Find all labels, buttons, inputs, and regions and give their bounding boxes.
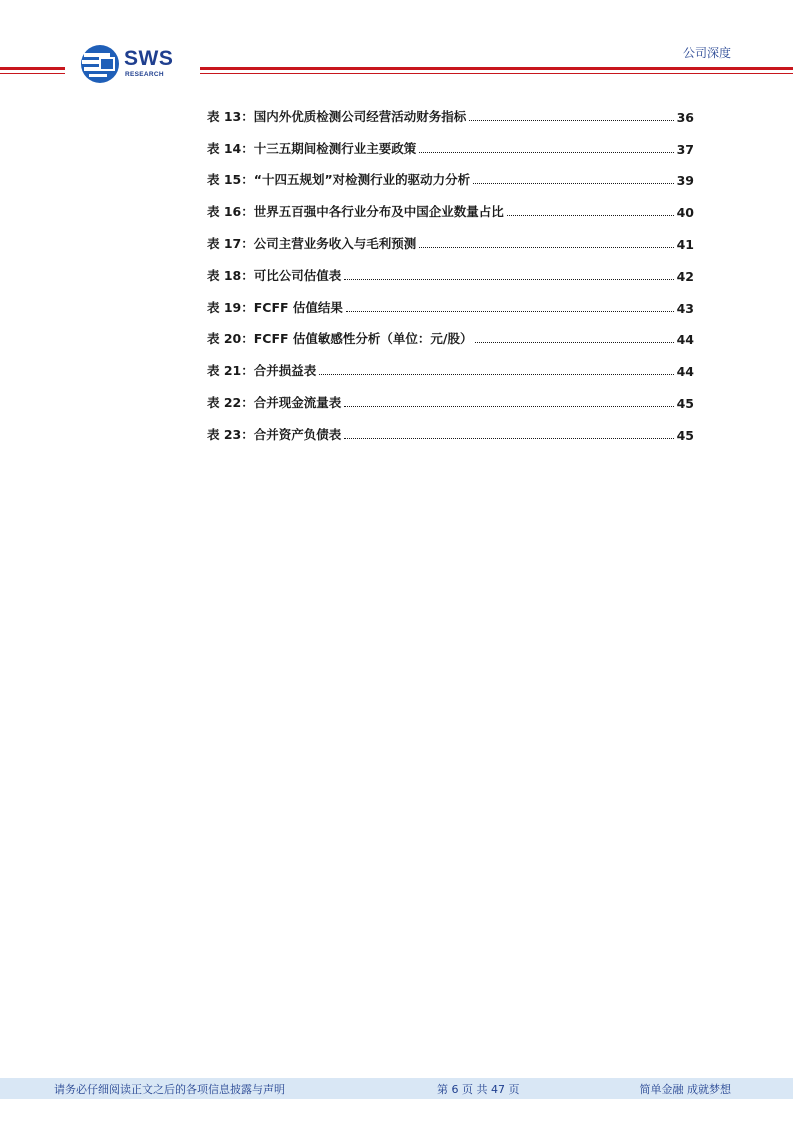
toc-entry[interactable] [207, 131, 694, 163]
toc-entry[interactable] [207, 417, 694, 449]
toc-page: 37 [676, 141, 694, 157]
header-rule-right [200, 67, 793, 70]
footer-page-info: 第 6 页 共 47 页 [437, 1083, 520, 1096]
toc-label: 表 16：世界五百强中各行业分布及中国企业数量占比 [207, 204, 504, 220]
table-of-contents [207, 99, 694, 449]
page-header [0, 0, 793, 100]
toc-page: 36 [676, 109, 694, 125]
toc-label: 表 22：合并现金流量表 [207, 394, 342, 410]
document-type: 公司深度 [682, 46, 731, 60]
toc-page: 41 [676, 236, 694, 252]
toc-entry[interactable] [207, 385, 694, 417]
toc-page: 44 [676, 364, 694, 380]
toc-label: 表 14：十三五期间检测行业主要政策 [207, 140, 417, 156]
sws-logo-icon [80, 44, 120, 84]
toc-label: 表 23：合并资产负债表 [207, 426, 342, 442]
footer-disclaimer: 请务必仔细阅读正文之后的各项信息披露与声明 [54, 1083, 285, 1096]
toc-entry[interactable] [207, 258, 694, 290]
toc-entry[interactable] [207, 290, 694, 322]
toc-label: 表 13：国内外优质检测公司经营活动财务指标 [207, 108, 467, 124]
logo-subtext: RESEARCH [125, 71, 164, 78]
toc-page: 42 [676, 268, 694, 284]
toc-page: 40 [676, 205, 694, 221]
toc-entry[interactable] [207, 163, 694, 195]
header-rule-left [0, 67, 65, 70]
footer-slogan: 简单金融 成就梦想 [639, 1083, 731, 1096]
toc-page: 45 [676, 427, 694, 443]
toc-entry[interactable] [207, 99, 694, 131]
toc-leader [473, 183, 673, 184]
toc-entry[interactable] [207, 353, 694, 385]
toc-entry[interactable] [207, 226, 694, 258]
toc-page: 45 [676, 395, 694, 411]
header-rule-right-thin [200, 73, 793, 74]
toc-label: 表 20：FCFF 估值敏感性分析（单位：元/股） [207, 331, 473, 347]
toc-leader [344, 406, 673, 407]
toc-leader [507, 215, 674, 216]
logo-text: SWS [124, 47, 174, 70]
toc-page: 44 [676, 332, 694, 348]
toc-entry[interactable] [207, 194, 694, 226]
toc-leader [419, 247, 673, 248]
sws-logo [80, 44, 190, 84]
toc-leader [346, 311, 674, 312]
toc-leader [469, 120, 673, 121]
header-rule-left-thin [0, 73, 65, 74]
toc-label: 表 18：可比公司估值表 [207, 267, 342, 283]
toc-label: 表 17：公司主营业务收入与毛利预测 [207, 235, 417, 251]
toc-entry[interactable] [207, 322, 694, 354]
toc-label: 表 19：FCFF 估值结果 [207, 299, 343, 315]
toc-page: 39 [676, 173, 694, 189]
toc-page: 43 [676, 300, 694, 316]
toc-leader [319, 374, 673, 375]
toc-leader [344, 438, 673, 439]
toc-label: 表 21：合并损益表 [207, 363, 317, 379]
toc-leader [419, 152, 673, 153]
toc-leader [475, 342, 673, 343]
page-footer [0, 1078, 793, 1099]
toc-label: 表 15：“十四五规划”对检测行业的驱动力分析 [207, 172, 471, 188]
toc-leader [344, 279, 673, 280]
